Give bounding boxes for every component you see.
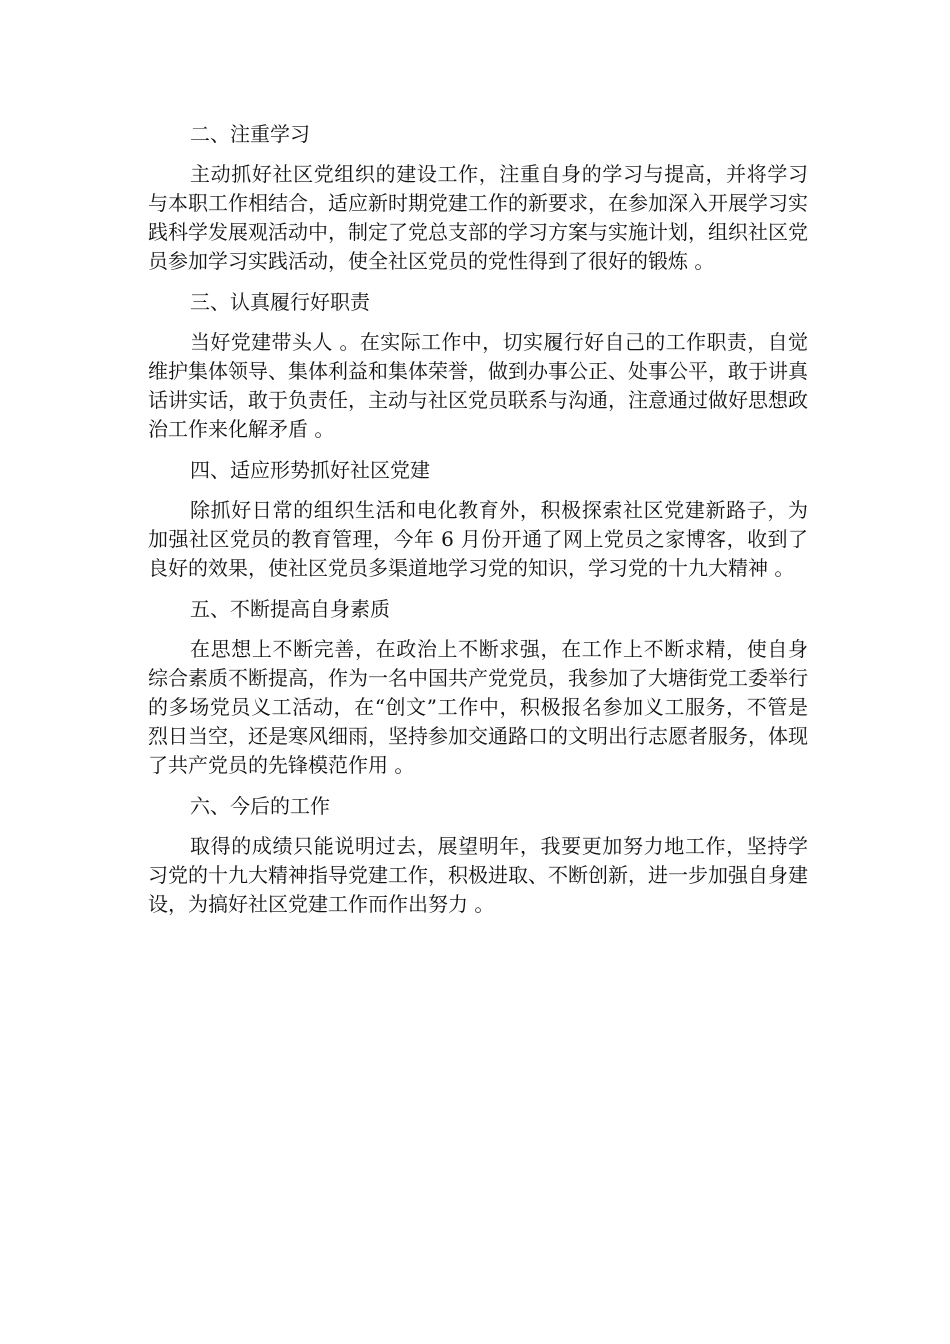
section-heading-party-building: 四、适应形势抓好社区党建 <box>190 458 430 482</box>
section-heading-duties: 三、认真履行好职责 <box>190 290 370 314</box>
document-body <box>148 118 808 929</box>
section-paragraph-study: 主动抓好社区党组织的建设工作，注重自身的学习与提高，并将学习与本职工作相结合，适应新时期党建工作的新要求，在参加深入开展学习实践科学发展观活动中，制定了党总支部的学习方案与实施计划，组织社区党员参加学习实践活动，使全社区党员的党性得到了很好的锻炼 。 <box>148 162 808 273</box>
section-paragraph-future-work: 取得的成绩只能说明过去，展望明年，我要更加努力地工作，坚持学习党的十九大精神指导党建工作，积极进取、不断创新，进一步加强自身建设，为搞好社区党建工作而作出努力 。 <box>148 834 808 916</box>
section-heading-self-improvement: 五、不断提高自身素质 <box>190 597 390 621</box>
section-paragraph-duties: 当好党建带头人 。在实际工作中，切实履行好自己的工作职责，自觉维护集体领导、集体利益和集体荣誉，做到办事公正、处事公平，敢于讲真话讲实话，敢于负责任，主动与社区党员联系与沟通，注意通过做好思想政治工作来化解矛盾 。 <box>148 330 808 441</box>
section-heading-study: 二、注重学习 <box>190 122 310 146</box>
section-paragraph-self-improvement: 在思想上不断完善，在政治上不断求强，在工作上不断求精，使自身综合素质不断提高，作为一名中国共产党党员，我参加了大塘街党工委举行的多场党员义工活动，在“创文”工作中，积极报名参加义工服务，不管是烈日当空，还是寒风细雨，坚持参加交通路口的文明出行志愿者服务，体现了共产党员的先锋模范作用 。 <box>148 637 808 777</box>
section-heading-future-work: 六、今后的工作 <box>190 794 330 818</box>
section-paragraph-party-building: 除抓好日常的组织生活和电化教育外，积极探索社区党建新路子，为加强社区党员的教育管理，今年 6 月份开通了网上党员之家博客，收到了良好的效果，使社区党员多渠道地学习党的知识，学习党的十九大精神 。 <box>148 498 808 580</box>
